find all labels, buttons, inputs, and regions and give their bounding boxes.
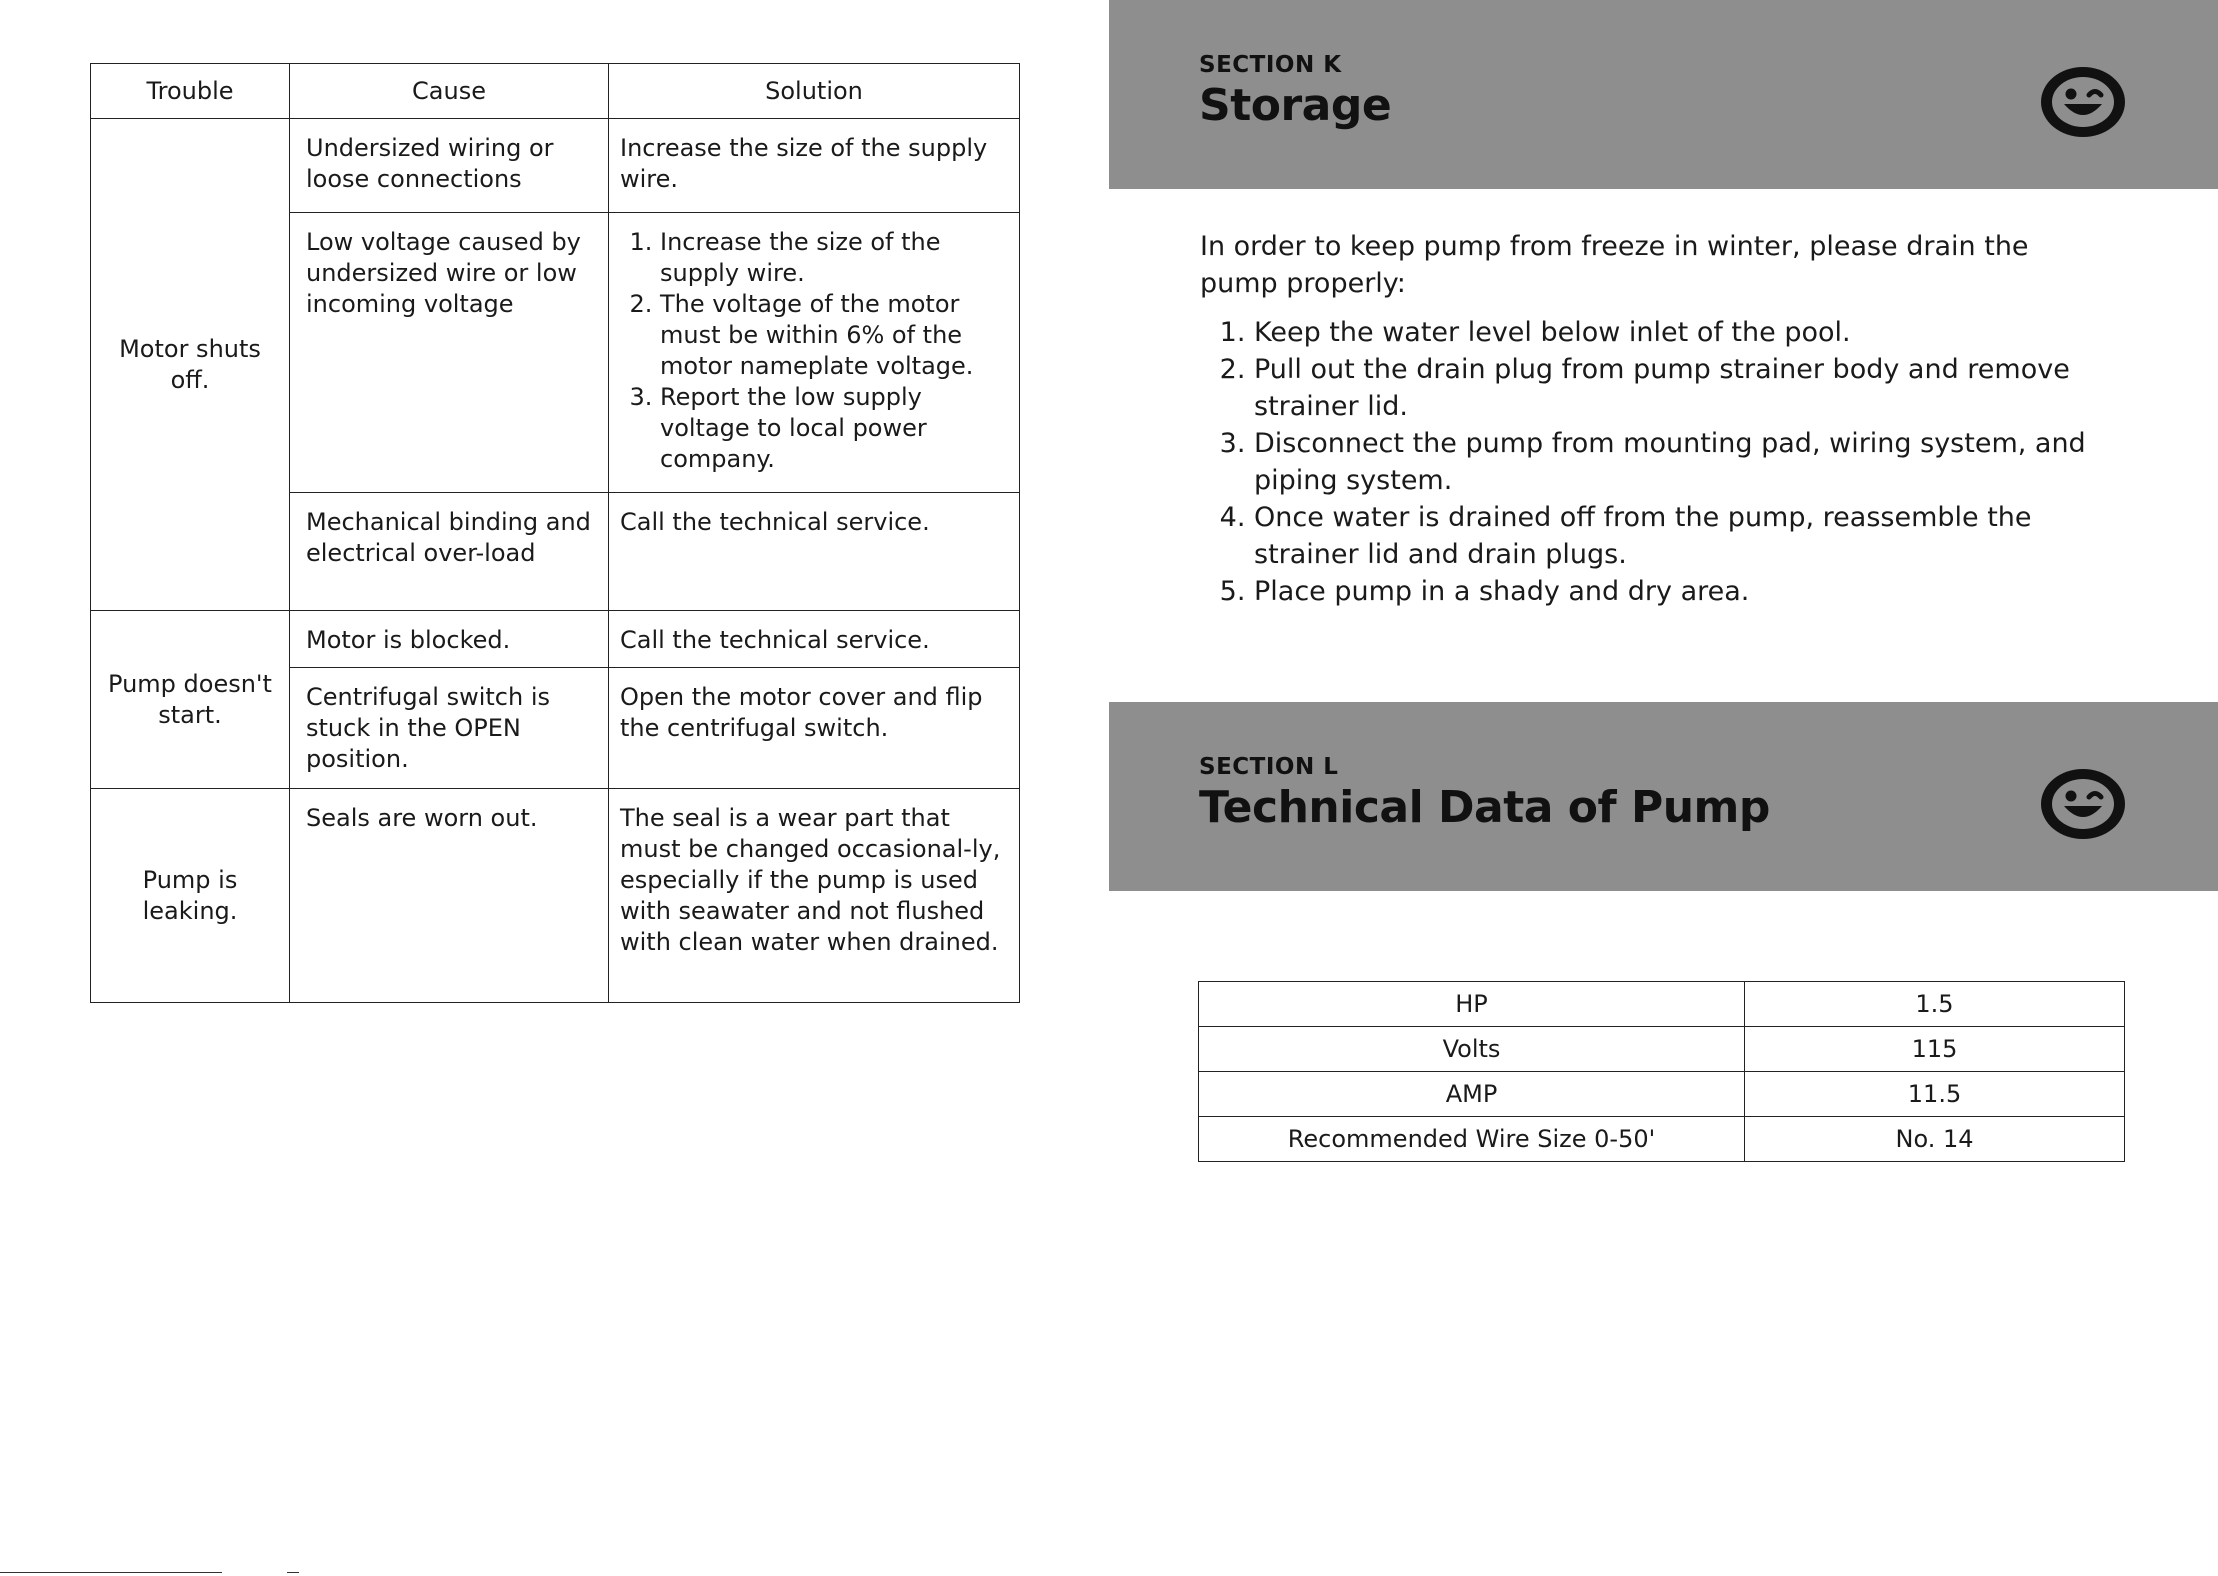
solution-cell: Increase the size of the supply wire. [609, 119, 1020, 213]
cause-cell: Motor is blocked. [290, 611, 609, 668]
solution-cell: Call the technical service. [609, 493, 1020, 611]
footer-rule [0, 1572, 222, 1573]
solution-cell: Open the motor cover and flip the centrifugal switch. [609, 668, 1020, 789]
table-row [1199, 982, 2125, 1027]
wink-face-icon [2040, 66, 2126, 138]
table-row [91, 119, 1020, 213]
section-title: Technical Data of Pump [1199, 782, 1770, 833]
list-item: 3. Disconnect the pump from mounting pad, wiring system, and piping system. [1254, 425, 2100, 499]
table-row [1199, 1027, 2125, 1072]
list-item: 3. Report the low supply voltage to local power company. [660, 382, 1009, 475]
technical-data-table [1198, 981, 2125, 1162]
header-cause: Cause [290, 64, 609, 119]
section-label: SECTION L [1199, 754, 1339, 780]
section-l-header [1109, 702, 2218, 891]
list-item: 4. Once water is drained off from the pump, reassemble the strainer lid and drain plugs. [1254, 499, 2100, 573]
trouble-cell: Pump doesn't start. [91, 611, 290, 789]
cause-cell: Seals are worn out. [290, 789, 609, 1003]
list-item: 2. The voltage of the motor must be within 6% of the motor nameplate voltage. [660, 289, 1009, 382]
section-k-header [1109, 0, 2218, 189]
solution-cell: The seal is a wear part that must be changed occasional-ly, especially if the pump is used with seawater and not flushed with clean water when drained. [609, 789, 1020, 1003]
solution-cell: Call the technical service. [609, 611, 1020, 668]
cause-cell: Centrifugal switch is stuck in the OPEN position. [290, 668, 609, 789]
table-row [91, 611, 1020, 668]
list-item: 1. Increase the size of the supply wire. [660, 227, 1009, 289]
spec-value: 1.5 [1745, 982, 2125, 1027]
spec-value: 115 [1745, 1027, 2125, 1072]
table-header-row [91, 64, 1020, 119]
table-row [91, 789, 1020, 1003]
spec-value: No. 14 [1745, 1117, 2125, 1162]
table-row [1199, 1117, 2125, 1162]
storage-steps [1200, 314, 2100, 610]
header-solution: Solution [609, 64, 1020, 119]
troubleshooting-table [90, 63, 1020, 1003]
spec-name: Recommended Wire Size 0-50' [1199, 1117, 1745, 1162]
section-label: SECTION K [1199, 52, 1342, 78]
cause-cell: Mechanical binding and electrical over-load [290, 493, 609, 611]
list-item: 1. Keep the water level below inlet of the pool. [1254, 314, 2100, 351]
cause-cell: Low voltage caused by undersized wire or low incoming voltage [290, 213, 609, 493]
list-item: 5. Place pump in a shady and dry area. [1254, 573, 2100, 610]
spec-value: 11.5 [1745, 1072, 2125, 1117]
solution-cell [609, 213, 1020, 493]
cause-cell: Undersized wiring or loose connections [290, 119, 609, 213]
section-title: Storage [1199, 80, 1392, 131]
header-trouble: Trouble [91, 64, 290, 119]
table-row [1199, 1072, 2125, 1117]
footer-tick [287, 1572, 299, 1573]
trouble-cell: Motor shuts off. [91, 119, 290, 611]
solution-list [620, 227, 1009, 475]
list-item: 2. Pull out the drain plug from pump strainer body and remove strainer lid. [1254, 351, 2100, 425]
spec-name: Volts [1199, 1027, 1745, 1072]
trouble-cell: Pump is leaking. [91, 789, 290, 1003]
storage-intro: In order to keep pump from freeze in winter, please drain the pump properly: [1200, 231, 2029, 299]
storage-instructions [1200, 228, 2100, 610]
wink-face-icon [2040, 768, 2126, 840]
spec-name: HP [1199, 982, 1745, 1027]
spec-name: AMP [1199, 1072, 1745, 1117]
